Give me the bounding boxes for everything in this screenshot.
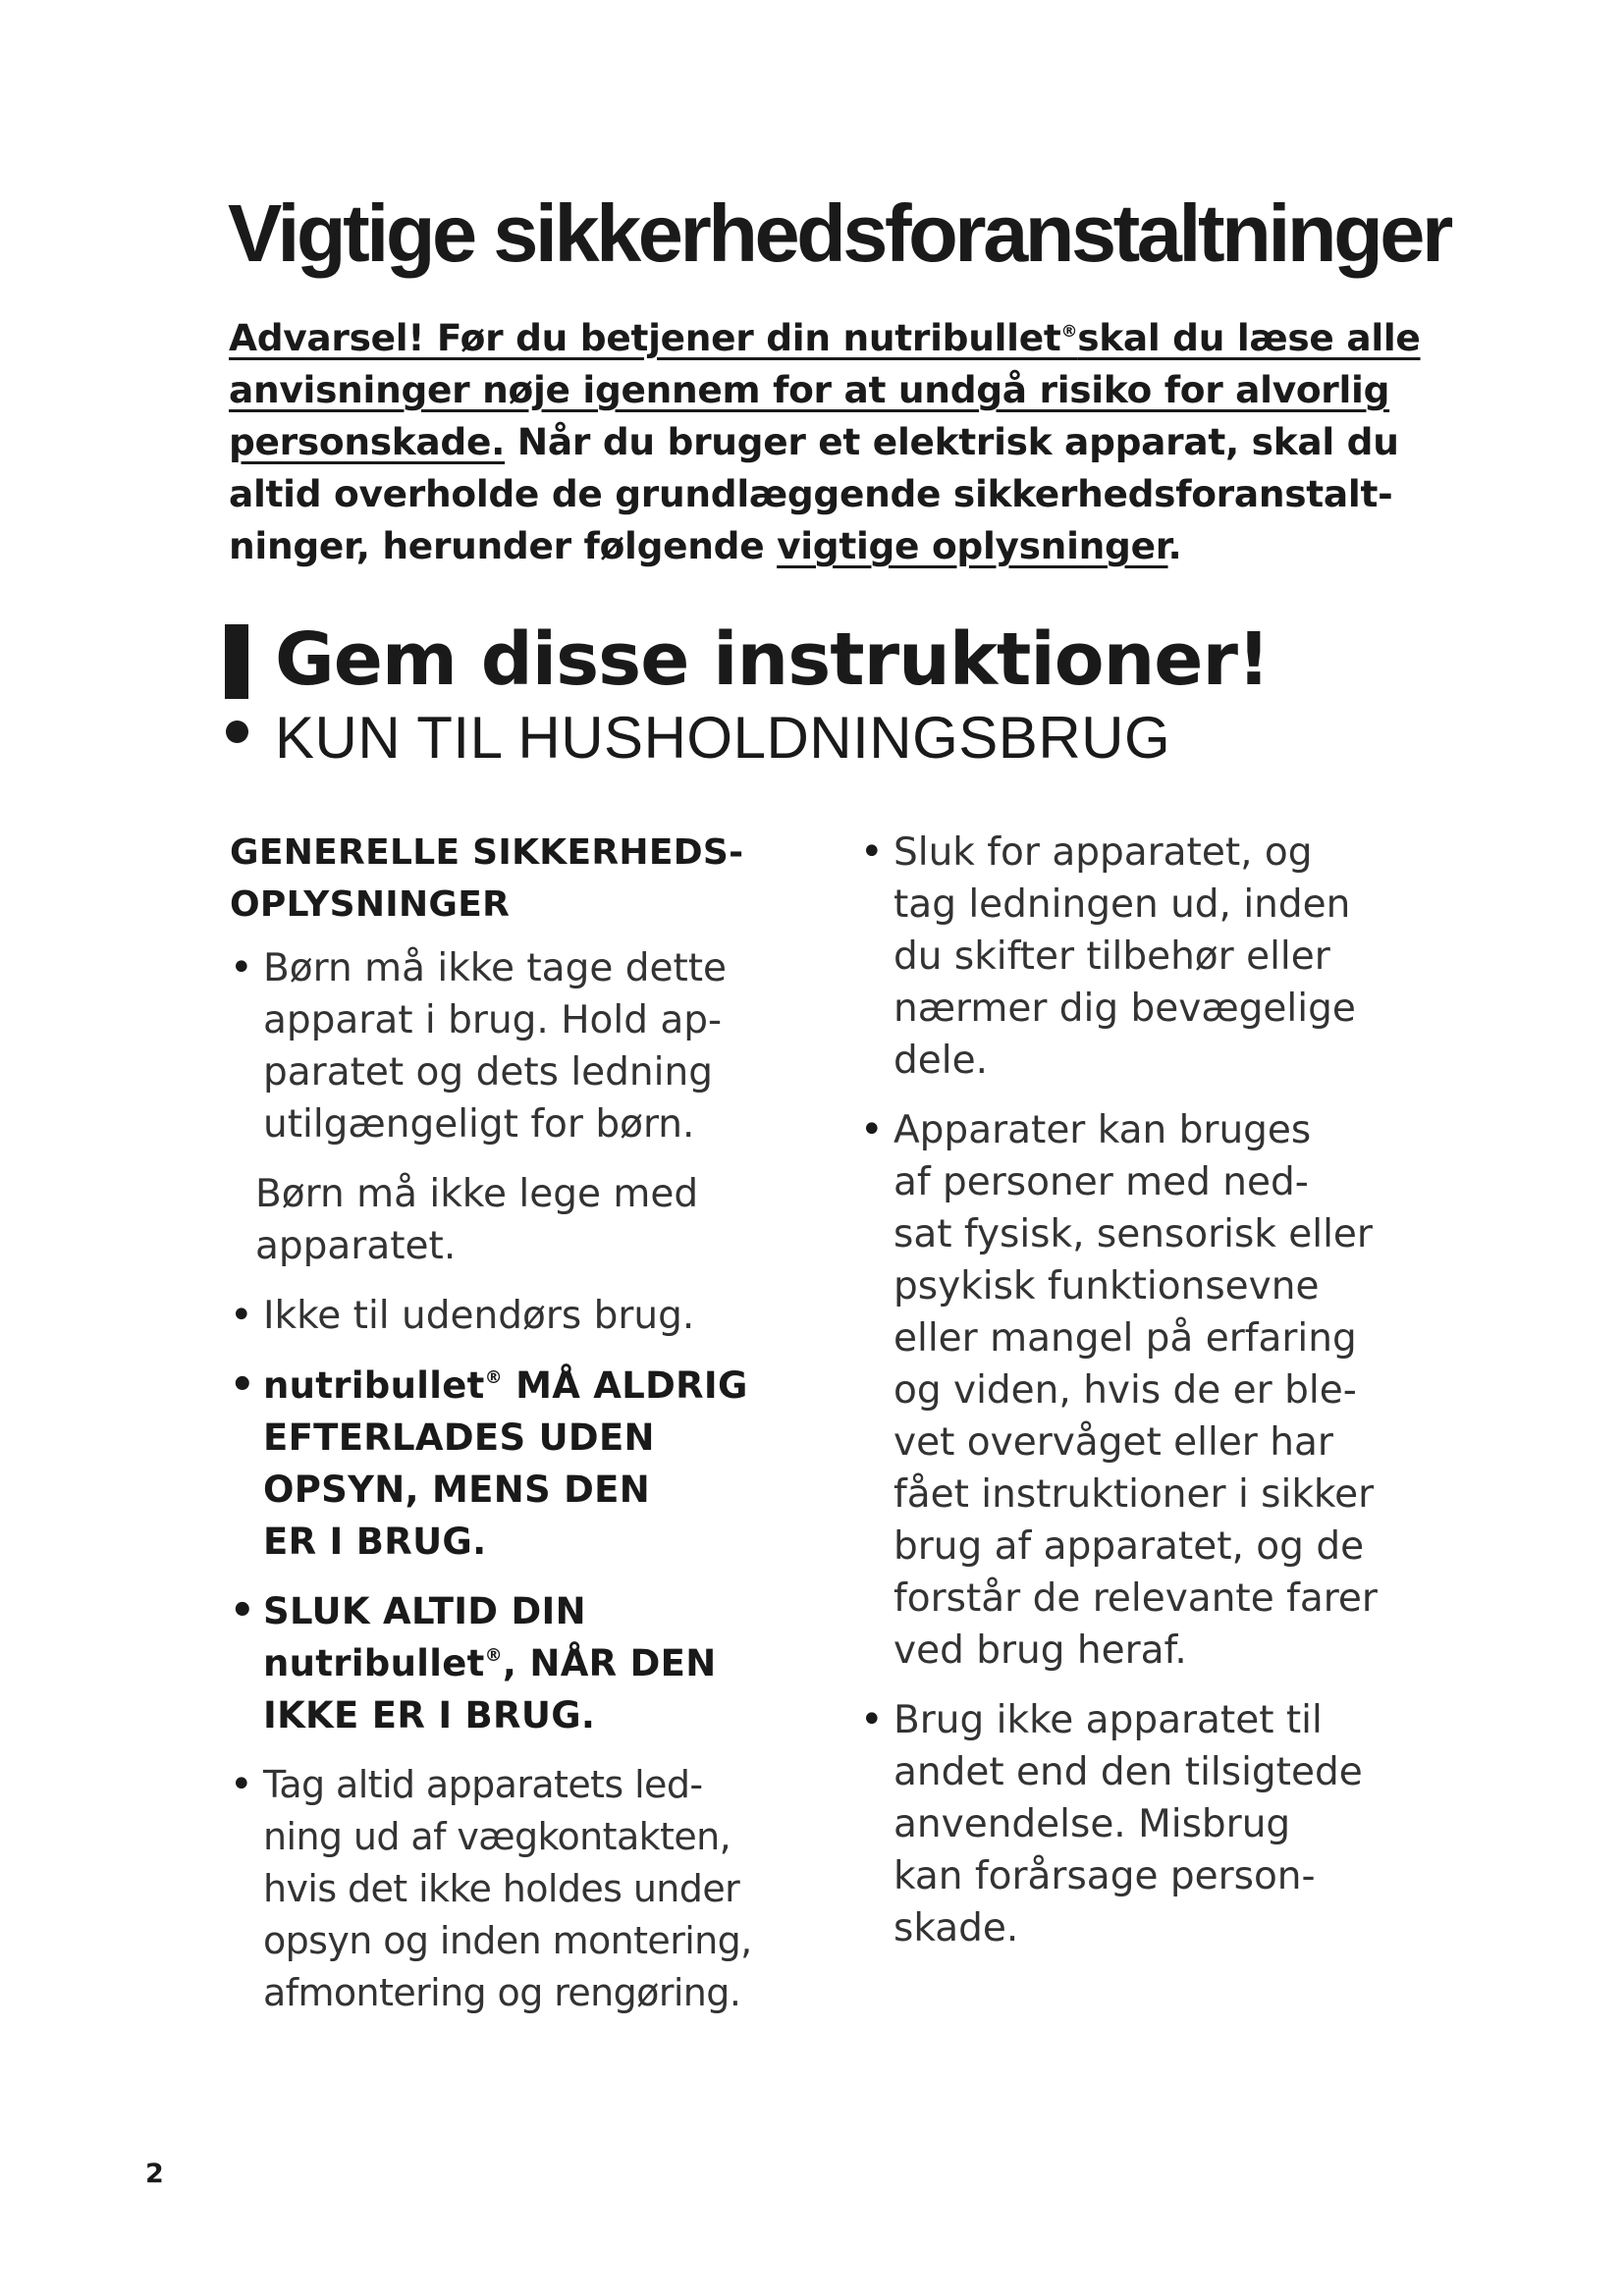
exclamation-bar	[225, 624, 248, 699]
list-item	[230, 1585, 809, 1741]
bullet-icon: •	[230, 1588, 255, 1633]
list-item-text-a: SLUK ALTID DIN nutribullet	[263, 1590, 586, 1684]
warning-text-5: Når du bruger et elektrisk apparat, skal du	[505, 420, 1399, 463]
registered-mark: ®	[484, 1645, 503, 1666]
bullet-icon: •	[860, 829, 884, 875]
registered-mark: ®	[484, 1367, 503, 1388]
list-item-text: Børn må ikke lege med apparatet.	[255, 1172, 699, 1268]
list-item-continuation	[230, 1168, 809, 1272]
warning-text-9: .	[1167, 524, 1182, 567]
registered-mark: ®	[1060, 322, 1078, 342]
list-item	[860, 827, 1439, 1087]
warning-paragraph	[229, 312, 1427, 572]
list-item-text	[263, 1360, 809, 1568]
warning-text-2: skal du læse alle	[1077, 316, 1421, 359]
list-item-text-rest: MÅ ALDRIG EFTERLADES UDEN OPSYN, MENS DEN ER I BRUG.	[263, 1364, 748, 1563]
list-item	[230, 1759, 809, 2019]
list-item-text-b: , NÅR DEN IKKE ER I BRUG.	[263, 1642, 717, 1736]
important-info-link-text: vigtige oplysninger	[777, 524, 1168, 567]
list-item	[230, 1290, 809, 1342]
list-item	[230, 1360, 809, 1568]
list-item-text: Tag altid apparatets led- ning ud af vægkontakten, hvis det ikke holdes under opsyn og inden montering, afmontering og rengøring.	[263, 1763, 752, 2014]
page-number: 2	[145, 2159, 164, 2189]
warning-line-5	[229, 520, 1427, 572]
right-column	[860, 827, 1439, 1972]
list-item-text: Børn må ikke tage dette apparat i brug. Hold ap- paratet og dets ledning utilgængeligt for børn.	[263, 946, 728, 1147]
warning-text-3: anvisninger nøje igennem for at undgå risiko for alvorlig	[229, 368, 1390, 411]
page-title: Vigtige sikkerhedsforanstaltninger	[228, 187, 1450, 279]
warning-text-1: Advarsel! Før du betjener din nutribullet	[229, 316, 1061, 359]
warning-line-4: altid overholde de grundlæggende sikkerhedsforanstalt-	[229, 472, 1393, 515]
bullet-icon: •	[860, 1107, 884, 1152]
bullet-icon: •	[230, 1362, 255, 1408]
general-safety-heading: GENERELLE SIKKERHEDS- OPLYSNINGER	[230, 832, 744, 925]
exclamation-icon	[225, 624, 248, 742]
brand-name: nutribullet	[263, 1364, 485, 1407]
household-use-only: KUN TIL HUSHOLDNINGSBRUG	[275, 705, 1171, 771]
left-column	[230, 827, 809, 2037]
list-item-text: Sluk for apparatet, og tag ledningen ud, inden du skifter tilbehør eller nærmer dig bevægelige dele.	[893, 830, 1356, 1083]
warning-line-2	[229, 364, 1427, 416]
list-item	[860, 1104, 1439, 1677]
list-item	[860, 1694, 1439, 1954]
warning-text-7: ninger, herunder følgende	[229, 524, 778, 567]
exclamation-dot	[226, 721, 248, 743]
warning-line-3	[229, 416, 1427, 468]
bullet-icon: •	[230, 1762, 253, 1807]
list-item-text: Ikke til udendørs brug.	[263, 1294, 695, 1338]
bullet-icon: •	[230, 945, 253, 990]
list-item-text: Brug ikke apparatet til andet end den tilsigtede anvendelse. Misbrug kan forårsage person- skade.	[893, 1698, 1363, 1950]
list-item	[230, 942, 809, 1150]
list-item-text	[263, 1585, 809, 1741]
warning-text-4: personskade.	[229, 420, 506, 463]
bullet-icon: •	[230, 1293, 253, 1338]
save-instructions-heading: Gem disse instruktioner!	[275, 617, 1270, 702]
list-item-text: Apparater kan bruges af personer med ned- sat fysisk, sensorisk eller psykisk funktionsevne eller mangel på erfaring og viden, hvis de er ble- vet overvåget eller har fået instruktioner i sikker brug af apparatet, og de forstår de relevante farer ved brug heraf.	[893, 1108, 1378, 1673]
warning-line-1	[229, 312, 1427, 364]
bullet-icon: •	[860, 1697, 884, 1742]
